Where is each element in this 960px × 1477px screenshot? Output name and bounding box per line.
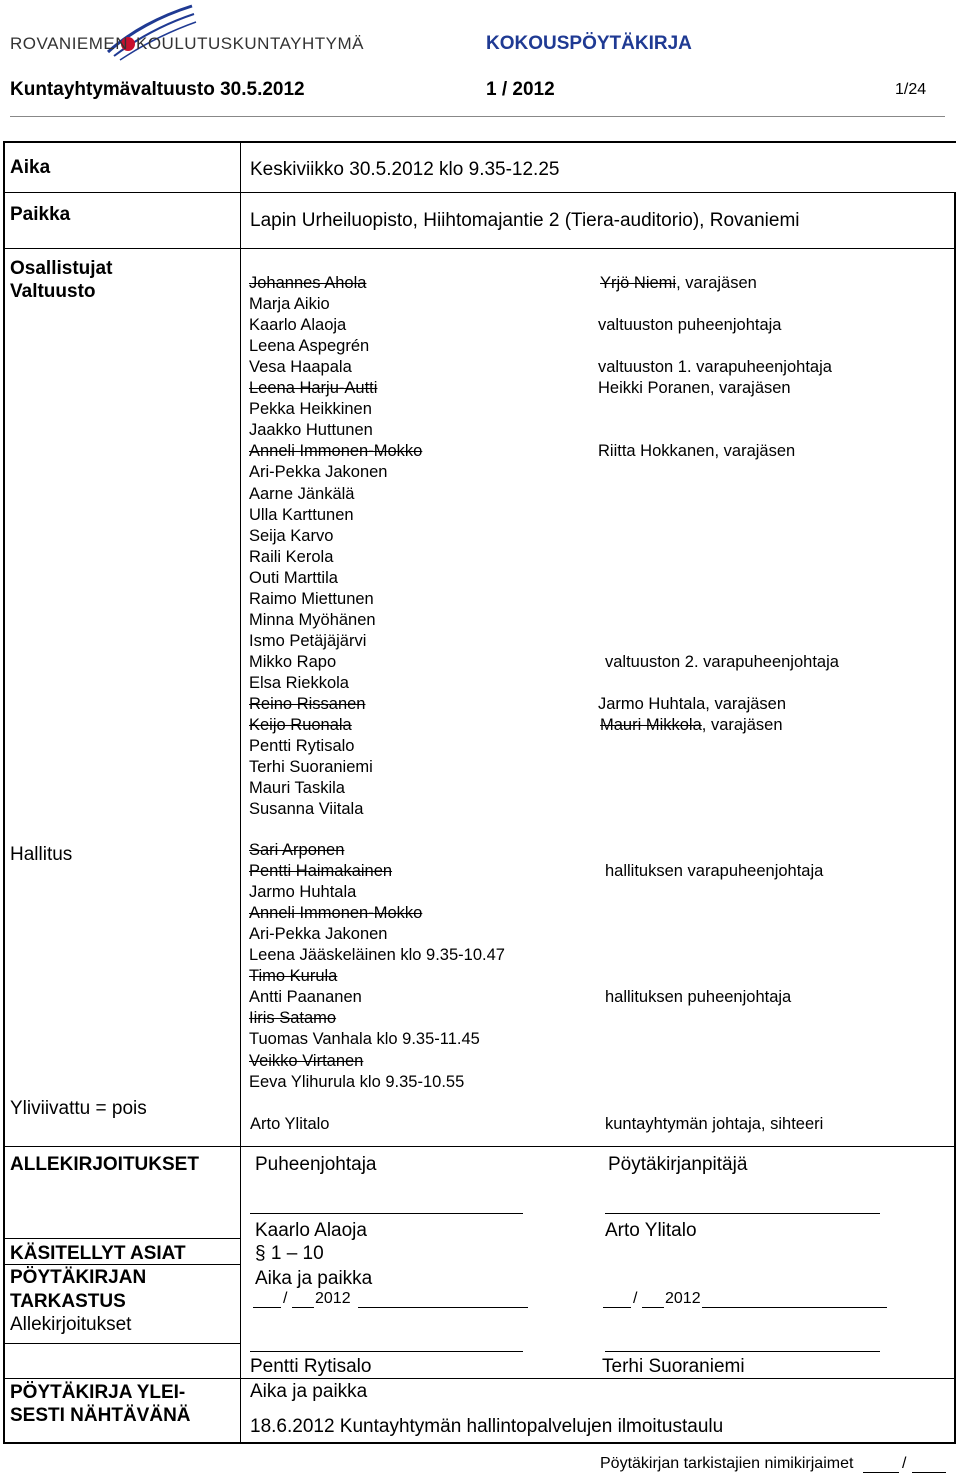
list-item: Timo Kurula	[249, 967, 338, 985]
allekirjoitukset-label: ALLEKIRJOITUKSET	[10, 1154, 199, 1175]
list-item: Pentti Rytisalo	[249, 737, 355, 755]
list-item: Aarne Jänkälä	[249, 485, 355, 503]
aika-value: Keskiviikko 30.5.2012 klo 9.35-12.25	[250, 159, 560, 180]
secretary-name: Arto Ylitalo	[250, 1115, 330, 1133]
list-item: Anneli Immonen-Mokko	[249, 904, 423, 922]
footer-slash: /	[902, 1455, 907, 1472]
role-item	[600, 274, 757, 293]
list-item: Marja Aikio	[249, 295, 330, 313]
list-item: Ulla Karttunen	[249, 506, 354, 524]
tarkastus-label-3: Allekirjoitukset	[10, 1314, 132, 1335]
role-item	[598, 379, 791, 398]
role-text: Jarmo Huhtala, varajäsen	[598, 695, 787, 713]
org-name-right: KOULUTUSKUNTAYHTYMÄ	[136, 34, 365, 53]
list-item: Raili Kerola	[249, 548, 334, 566]
meeting-title: Kuntayhtymävaltuusto 30.5.2012	[10, 79, 305, 100]
list-item: Terhi Suoraniemi	[249, 758, 373, 776]
tarkastus-aika-paikka: Aika ja paikka	[255, 1268, 373, 1289]
reviewer1-signature-line	[250, 1351, 523, 1352]
nahtavana-value: 18.6.2012 Kuntayhtymän hallintopalvelujen ilmoitustaulu	[250, 1416, 724, 1437]
paikka-label: Paikka	[10, 204, 71, 225]
list-item: Ari-Pekka Jakonen	[249, 925, 388, 943]
substitute-name: Yrjö Niemi	[600, 274, 677, 292]
role-text: , varajäsen	[676, 274, 757, 292]
list-item: Mikko Rapo	[249, 653, 337, 671]
reviewer1-name: Pentti Rytisalo	[250, 1356, 372, 1377]
legend-label: Yliviivattu = pois	[10, 1098, 147, 1119]
list-item: Raimo Miettunen	[249, 590, 374, 608]
org-name-left: ROVANIEMEN	[10, 34, 129, 53]
recorder-title: Pöytäkirjanpitäjä	[608, 1154, 748, 1175]
list-item: Minna Myöhänen	[249, 611, 376, 629]
paikka-value: Lapin Urheiluopisto, Hiihtomajantie 2 (Tiera-auditorio), Rovaniemi	[250, 210, 800, 231]
role-text: valtuuston 1. varapuheenjohtaja	[598, 358, 832, 376]
role-item: hallituksen varapuheenjohtaja	[605, 862, 824, 880]
reviewer2-name: Terhi Suoraniemi	[602, 1356, 745, 1377]
list-item: Leena Harju-Autti	[249, 379, 378, 397]
role-item	[600, 716, 783, 735]
doc-type: KOKOUSPÖYTÄKIRJA	[486, 33, 692, 54]
chair-signature-line	[250, 1213, 523, 1214]
tarkastus-label-2: TARKASTUS	[10, 1291, 126, 1312]
role-item	[598, 442, 795, 461]
list-item: Seija Karvo	[249, 527, 334, 545]
role-item	[605, 653, 839, 672]
list-item: Pentti Haimakainen	[249, 862, 393, 880]
list-item: Elsa Riekkola	[249, 674, 349, 692]
list-item: Tuomas Vanhala klo 9.35-11.45	[249, 1030, 480, 1048]
reviewer2-signature-line	[605, 1351, 880, 1352]
role-text: Heikki Poranen, varajäsen	[598, 379, 791, 397]
aika-label: Aika	[10, 157, 51, 178]
substitute-name: Mauri Mikkola	[600, 716, 702, 734]
chair-name: Kaarlo Alaoja	[255, 1220, 367, 1241]
role-text: valtuuston 2. varapuheenjohtaja	[605, 653, 839, 671]
list-item: Jaakko Huttunen	[249, 421, 373, 439]
list-item: Eeva Ylihurula klo 9.35-10.55	[249, 1073, 465, 1091]
list-item: Kaarlo Alaoja	[249, 316, 347, 334]
list-item: Vesa Haapala	[249, 358, 352, 376]
tarkastus-label-1: PÖYTÄKIRJAN	[10, 1267, 147, 1288]
nahtavana-label-2: SESTI NÄHTÄVÄNÄ	[10, 1405, 191, 1426]
role-text: , varajäsen	[701, 716, 783, 734]
hallitus-label: Hallitus	[10, 844, 73, 865]
list-item: Ismo Petäjäjärvi	[249, 632, 367, 650]
nahtavana-aika-paikka: Aika ja paikka	[250, 1381, 368, 1402]
footer-text: Pöytäkirjan tarkistajien nimikirjaimet	[600, 1455, 854, 1472]
kasitellyt-value: § 1 – 10	[255, 1243, 324, 1264]
list-item: Reino Rissanen	[249, 695, 366, 713]
list-item: Keijo Ruonala	[249, 716, 352, 734]
list-item: Veikko Virtanen	[249, 1052, 364, 1070]
list-item: Jarmo Huhtala	[249, 883, 357, 901]
recorder-signature-line	[605, 1213, 880, 1214]
list-item: Ari-Pekka Jakonen	[249, 463, 388, 481]
list-item: Leena Aspegrén	[249, 337, 370, 355]
role-text: Riitta Hokkanen, varajäsen	[598, 442, 796, 460]
list-item: Anneli Immonen-Mokko	[249, 442, 423, 460]
list-item: Johannes Ahola	[249, 274, 367, 292]
secretary-role: kuntayhtymän johtaja, sihteeri	[605, 1115, 824, 1133]
list-item: Sari Arponen	[249, 841, 345, 859]
osallistujat-label: Osallistujat	[10, 258, 113, 279]
meeting-number: 1 / 2012	[486, 79, 555, 100]
role-item	[598, 695, 786, 714]
role-item	[598, 358, 832, 377]
role-item	[598, 316, 781, 335]
page-number: 1/24	[895, 81, 927, 98]
list-item: Pekka Heikkinen	[249, 400, 372, 418]
nahtavana-label-1: PÖYTÄKIRJA YLEI-	[10, 1382, 186, 1403]
role-text: valtuuston puheenjohtaja	[598, 316, 782, 334]
kasitellyt-label: KÄSITELLYT ASIAT	[10, 1243, 186, 1264]
header-divider	[10, 116, 945, 117]
chair-title: Puheenjohtaja	[255, 1154, 377, 1175]
list-item: Iiris Satamo	[249, 1009, 337, 1027]
list-item: Leena Jääskeläinen klo 9.35-10.47	[249, 946, 505, 964]
list-item: Susanna Viitala	[249, 800, 364, 818]
role-item: hallituksen puheenjohtaja	[605, 988, 792, 1006]
recorder-name: Arto Ylitalo	[605, 1220, 697, 1241]
list-item: Antti Paananen	[249, 988, 362, 1006]
list-item: Outi Marttila	[249, 569, 338, 587]
valtuusto-label: Valtuusto	[10, 281, 96, 302]
list-item: Mauri Taskila	[249, 779, 345, 797]
